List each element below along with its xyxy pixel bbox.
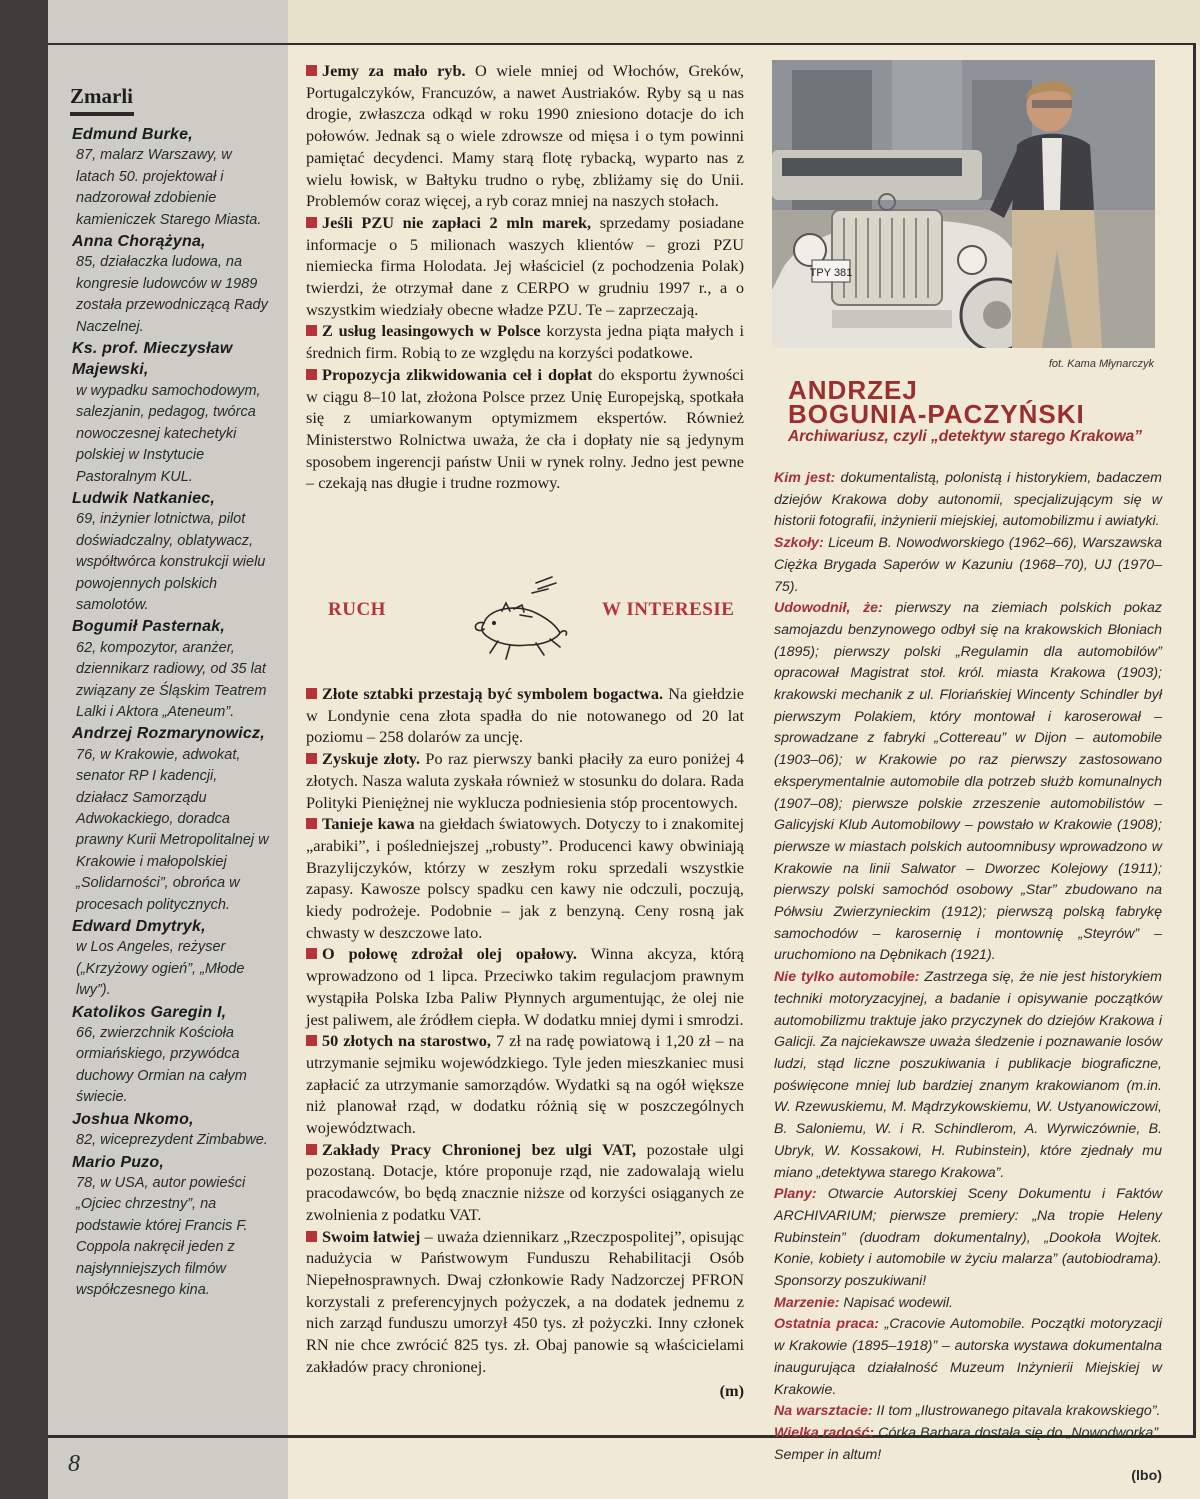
bullet-square-icon bbox=[306, 1231, 317, 1242]
news-body: pozostałe ulgi pozostaną. Dotacje, które proponuje rząd, nie zadowalają wielu pracodawców, bo będą znacznie niższe od korzyści osiąganych ze zwolnienia z podatku VAT. bbox=[306, 1139, 745, 1224]
news-headline: Złote sztabki przestają być symbolem bogactwa. bbox=[322, 684, 664, 703]
bio-text: Napisać wodewil. bbox=[839, 1294, 953, 1311]
obituary-name: Joshua Nkomo, bbox=[72, 1110, 194, 1128]
obituary-entry bbox=[64, 616, 270, 723]
bio-text: „Cracovie Automobile. Początki motoryzacji w Krakowie (1895–1918)” – autorska wystawa dokumentalna inaugurująca działalność Muzeum Inżynierii Miejskiej w Krakowie. bbox=[774, 1316, 1162, 1398]
news-bottom-list bbox=[306, 683, 744, 1378]
news-headline: Propozycja zlikwidowania ceł i dopłat bbox=[322, 364, 593, 384]
bio-text: Zastrzega się, że nie jest historykiem techniki motoryzacyjnej, a badanie i opisywanie początków automobilizmu traktuje jako przyczynek do dziejów Krakowa i Galicji. Za najciekawsze uważa śledzenie i poznawanie losów ludzi, stąd liczne poszukiwania i publikacje biograficzne, poświęcone mniej lub bardziej znanym krakowianom (m.in. W. Rzewuskiemu, M. Mądrzykowskiemu, W. Ustyanowiczowi, B. Saloniemu, W. i R. Schindlerom, A. Wyrwiczównie, B. Ubryk, W. Kossakowi, H. Rubinstein), które zjednały mu miano „detektywa starego Krakowa”. bbox=[774, 969, 1163, 1181]
bio-label: Udowodnił, że: bbox=[774, 600, 883, 617]
news-headline: Zyskuje złoty. bbox=[322, 749, 421, 769]
news-item bbox=[306, 813, 744, 943]
ruch-label: RUCH bbox=[328, 599, 386, 620]
bio-sections bbox=[774, 468, 1162, 1466]
bio-label: Szkoły: bbox=[774, 535, 824, 552]
bio-text: Córka Barbara dostała się do „Nowodworka”. Semper in altum! bbox=[774, 1424, 1162, 1463]
obituary-description: 62, kompozytor, aranżer, dziennikarz radiowy, od 35 lat związany ze Śląskim Teatrem Lalki i Aktora „Ateneum”. bbox=[76, 639, 267, 720]
obituary-name: Edward Dmytryk, bbox=[72, 918, 206, 936]
bullet-square-icon bbox=[306, 818, 317, 829]
obituary-description: 69, inżynier lotnictwa, pilot doświadczalny, oblatywacz, współtwórca konstrukcji wielu powojennych polskich samolotów. bbox=[76, 511, 266, 613]
obituary-description: 78, w USA, autor powieści „Ojciec chrzestny”, na podstawie której Francis F. Coppola nakręcił jeden z najsłynniejszych filmów współczesnego kina. bbox=[76, 1174, 248, 1298]
photo-credit: fot. Kama Młynarczyk bbox=[1048, 358, 1154, 370]
bio-label: Nie tylko automobile: bbox=[774, 969, 920, 986]
obituary-entry bbox=[64, 488, 270, 616]
left-edge-bar bbox=[0, 0, 48, 1499]
news-headline: Z usług leasingowych w Polsce bbox=[322, 321, 541, 341]
profile-name-line2: BOGUNIA-PACZYŃSKI bbox=[788, 399, 1085, 429]
title-underline bbox=[70, 112, 134, 116]
news-headline: Jemy za mało ryb. bbox=[322, 61, 466, 80]
bio-section bbox=[774, 1184, 1162, 1293]
bio-section bbox=[774, 967, 1162, 1184]
obituary-name: Ks. prof. Mieczysław Majewski, bbox=[72, 340, 233, 379]
news-headline: Jeśli PZU nie zapłaci 2 mln marek, bbox=[322, 212, 592, 232]
news-body: O wiele mniej od Włochów, Greków, Portugalczyków, Francuzów, a nawet Austriaków. Ryby są u nas drogie, zwłaszcza odkąd w roku 1990 zniesiono dotacje do ich połowów. Jednak są o wiele zdrowsze od mięsa i o tym powinni pamiętać decydenci. Mamy starą flotę rybacką, wyparto nas z wielu łowisk, w Bałtyku trudno o rybę, zbliżamy się do Unii. Problemów coraz więcej, a ryb coraz mniej na naszych stołach. bbox=[306, 61, 744, 211]
news-body: 7 zł na radę powiatową i 1,20 zł – na utrzymanie sejmiku wojewódzkiego. Tyle jeden mieszkaniec musi zapłacić za utrzymanie samorządów. Wydatki są na ogół większe niż planował rząd, w dodatku różnią się w poszczególnych województwach. bbox=[306, 1031, 744, 1138]
obituary-description: w wypadku samochodowym, salezjanin, pedagog, twórca nowoczesnej katechetyki polskiej w Instytucie Pastoralnym KUL. bbox=[76, 382, 261, 485]
news-item bbox=[306, 1030, 744, 1139]
ruch-w-interesie-header bbox=[306, 575, 744, 670]
flying-piggy-bank-icon bbox=[464, 575, 574, 670]
obituary-description: 82, wiceprezydent Zimbabwe. bbox=[76, 1132, 268, 1149]
news-item bbox=[306, 1226, 744, 1378]
bio-section bbox=[774, 1314, 1162, 1401]
obituary-entry bbox=[64, 1152, 270, 1302]
top-margin bbox=[288, 0, 1200, 45]
bio-text: dokumentalistą, polonistą i historykiem, badaczem dziejów Krakowa doby autonomii, specjalizującym się w historii fotografii, inżynierii miejskiej, automobilizmu i awiatyki. bbox=[774, 470, 1162, 530]
bullet-square-icon bbox=[306, 1144, 317, 1155]
bio-section bbox=[774, 1401, 1162, 1423]
obituary-entry bbox=[64, 1109, 270, 1152]
bullet-square-icon bbox=[306, 325, 317, 336]
profile-name-line1: ANDRZEJ bbox=[788, 375, 918, 405]
bullet-square-icon bbox=[306, 688, 317, 699]
bullet-square-icon bbox=[306, 217, 317, 228]
news-item bbox=[306, 364, 744, 494]
bio-label: Kim jest: bbox=[774, 470, 836, 486]
obituary-entry bbox=[64, 1002, 270, 1109]
w-interesie-label: W INTERESIE bbox=[602, 599, 735, 620]
obituary-entry bbox=[64, 916, 270, 1002]
news-body: korzysta jedna piąta małych i średnich firm. Robią to ze względu na korzyści podatkowe. bbox=[306, 321, 744, 363]
bullet-square-icon bbox=[306, 948, 317, 959]
news-body: Winna akcyza, którą wprowadzono od 1 lipca. Przeciwko takim regulacjom prawnym wystąpiła Polska Izba Paliw Płynnych argumentując, że olej nie jest paliwem, ale źródłem ciepła. W dodatku mniej dymi i smrodzi. bbox=[306, 944, 744, 1029]
obituary-description: 76, w Krakowie, adwokat, senator RP I kadencji, działacz Samorządu Adwokackiego, doradca prawny Kurii Metropolitalnej w Krakowie i małopolskiej „Solidarności”, obrońca w procesach politycznych. bbox=[76, 746, 269, 913]
portrait-photo bbox=[772, 60, 1155, 348]
obituary-name: Bogumił Pasternak, bbox=[72, 618, 225, 636]
obituary-description: 87, malarz Warszawy, w latach 50. projektował i nadzorował zdobienie kamieniczek Starego Miasta. bbox=[76, 147, 262, 228]
news-item bbox=[306, 212, 744, 321]
bio-label: Ostatnia praca: bbox=[774, 1316, 879, 1333]
obituary-description: 66, zwierzchnik Kościoła ormiańskiego, przywódca duchowy Ormian na całym świecie. bbox=[76, 1025, 247, 1106]
profile-name bbox=[788, 375, 1168, 429]
news-column-top bbox=[306, 60, 744, 494]
news-item bbox=[306, 1139, 744, 1226]
news-item bbox=[306, 683, 744, 748]
news-headline: O połowę zdrożał olej opałowy. bbox=[322, 944, 577, 964]
news-body: sprzedamy posiadane informacje o 5 milionach waszych klientów – grozi PZU niemiecka firma Holodata. Jej właściciel (z pochodzenia Polak) twierdzi, że otrzymał dane z CERPO w grudniu 1997 r., a o wszystkim wiedziały obecne władze PZU. Te – zaprzeczają. bbox=[306, 212, 744, 319]
news-item bbox=[306, 943, 744, 1030]
bio-label: Na warsztacie: bbox=[774, 1403, 873, 1420]
bio-signature: (lbo) bbox=[1131, 1468, 1162, 1485]
bio-section bbox=[774, 1293, 1162, 1315]
news-body: – uważa dziennikarz „Rzeczpospolitej”, opisując nadużycia w Państwowym Funduszu Rehabilitacji Osób Niepełnosprawnych. Dwaj członkowie Rady Nadzorczej PFRON korzystali z preferencyjnych pożyczek, a na dodatek jednemu z nich zarząd funduszu umorzył 450 tys. zł pożyczki. Inny członek RN nie chce zwrócić 825 tys. zł. Obaj panowie są właścicielami zakładów pracy chronionej. bbox=[306, 1226, 744, 1376]
bio-text: II tom „Ilustrowanego pitavala krakowskiego”. bbox=[872, 1403, 1161, 1420]
obituary-name: Andrzej Rozmarynowicz, bbox=[72, 725, 265, 743]
news-body: Po raz pierwszy banki płaciły za euro poniżej 4 złotych. Nasza waluta zyskała również w stosunku do dolara. Rada Polityki Pieniężnej nie wyklucza podniesienia stóp procentowych. bbox=[306, 749, 744, 812]
news-item bbox=[306, 748, 744, 813]
news-signature: (m) bbox=[719, 1380, 744, 1400]
bio-label: Marzenie: bbox=[774, 1294, 840, 1311]
bio-text: Otwarcie Autorskiej Sceny Dokumentu i Faktów ARCHIVARIUM; pierwsze premiery: „Na tropie Heleny Rubinstein” (duodram dokumentalny), „Dookoła Wojtek. Konie, kobiety i automobile w życiu malarza” (autobiodrama). Sponsorzy poszukiwani! bbox=[774, 1186, 1162, 1290]
obituaries-column bbox=[64, 80, 270, 1435]
bio-section bbox=[774, 468, 1162, 533]
news-body: Na giełdzie w Londynie cena złota spadła do nie notowanego od 20 lat poziomu – 258 dolarów za uncję. bbox=[306, 684, 744, 747]
profile-bio bbox=[774, 468, 1162, 1488]
news-headline: Swoim łatwiej bbox=[322, 1226, 421, 1246]
obituary-entry bbox=[64, 338, 270, 488]
bullet-square-icon bbox=[306, 369, 317, 380]
bullet-square-icon bbox=[306, 65, 317, 76]
profile-subtitle: Archiwariusz, czyli „detektyw starego Krakowa” bbox=[788, 428, 1143, 445]
news-headline: Tanieje kawa bbox=[322, 814, 415, 834]
news-body: do eksportu żywności w ciągu 8–10 lat, złożona Polsce przez Unię Europejską, spotkała się z umiarkowanym optymizmem ekspertów. Również Ministerstwo Rolnictwa uważa, że cła i dopłaty nie są jedynym sposobem ingerencji państw Unii w rynek rolny. Jedno jest pewne – czekają nas długie i trudne rozmowy. bbox=[306, 364, 744, 493]
obituary-description: 85, działaczka ludowa, na kongresie ludowców w 1989 została przewodniczącą Rady Naczelnej. bbox=[76, 254, 268, 335]
news-body: na giełdach światowych. Dotyczy to i znakomitej „arabiki”, i pośledniejszej „robusty”. Producenci kawy obwiniają Brazylijczyków, którzy w zeszłym roku sprzedali wszystkie zapasy. Kawosze polscy spadku cen kawy nie odczuli, poczują, kiedy podrożeje. Podobnie – jak z benzyną. Ceny rosną jak chwasty w deszczowe lato. bbox=[306, 814, 745, 942]
obituary-description: w Los Angeles, reżyser („Krzyżowy ogień”, „Młode lwy”). bbox=[76, 939, 245, 999]
obituaries-list bbox=[64, 124, 270, 1301]
obituary-entry bbox=[64, 124, 270, 231]
bio-text: Liceum B. Nowodworskiego (1962–66), Warszawska Ciężka Brygada Saperów w Kazuniu (1968–70), UJ (1970–75). bbox=[774, 535, 1162, 595]
obituary-entry bbox=[64, 723, 270, 916]
obituary-name: Katolikos Garegin I, bbox=[72, 1003, 227, 1021]
news-column-bottom bbox=[306, 683, 744, 1401]
obituary-name: Ludwik Natkaniec, bbox=[72, 489, 215, 507]
obituary-name: Mario Puzo, bbox=[72, 1153, 164, 1171]
bio-section bbox=[774, 533, 1162, 598]
news-item bbox=[306, 320, 744, 363]
bullet-square-icon bbox=[306, 1035, 317, 1046]
news-item bbox=[306, 60, 744, 212]
obituaries-title: Zmarli bbox=[70, 84, 133, 108]
obituary-entry bbox=[64, 231, 270, 338]
bullet-square-icon bbox=[306, 753, 317, 764]
bio-section bbox=[774, 598, 1162, 967]
news-headline: 50 złotych na starostwo, bbox=[322, 1031, 491, 1051]
bio-section bbox=[774, 1423, 1162, 1466]
bio-text: pierwszy na ziemiach polskich pokaz samojazdu benzynowego odbył się na krakowskich Błoniach (1895); pierwszy polski „Regulamin dla automobilów” opracował Magistrat stoł. król. miasta Krakowa (1903); krakowski mechanik z ul. Floriańskiej Wincenty Schindler był pierwszym Polakiem, który montował i karoserował – sprowadzane z fabryki „Cottereau” w Dijon – automobile (1903–06); w Krakowie po raz pierwszy zastosowano eksperymentalnie automobile dla potrzeb służb komunalnych (1907–08); pierwsze polskie zrzeszenie automobilistów – Galicyjski Klub Automobilowy – powstało w Krakowie (1908); pierwsze w miastach polskich autoomnibusy wprowadzono w Krakowie na linii Salwator – Dworzec Kolejowy (1911); pierwszy polski samochód osobowy „Star” zbudowano na Półwsiu Zwierzynieckim (1912); pierwszą polską fabrykę samochodów – karosernię i montownię „Steyrów” – uruchomiono na Dębnikach (1921). bbox=[774, 600, 1162, 964]
news-headline: Zakłady Pracy Chronionej bez ulgi VAT, bbox=[322, 1139, 637, 1159]
obituary-name: Edmund Burke, bbox=[72, 126, 193, 143]
page-number: 8 bbox=[68, 1451, 80, 1477]
bio-label: Wielka radość: bbox=[774, 1424, 875, 1441]
bio-label: Plany: bbox=[774, 1186, 817, 1203]
car-plate: TPY 381 bbox=[809, 267, 853, 279]
obituary-name: Anna Chorążyna, bbox=[72, 233, 206, 251]
